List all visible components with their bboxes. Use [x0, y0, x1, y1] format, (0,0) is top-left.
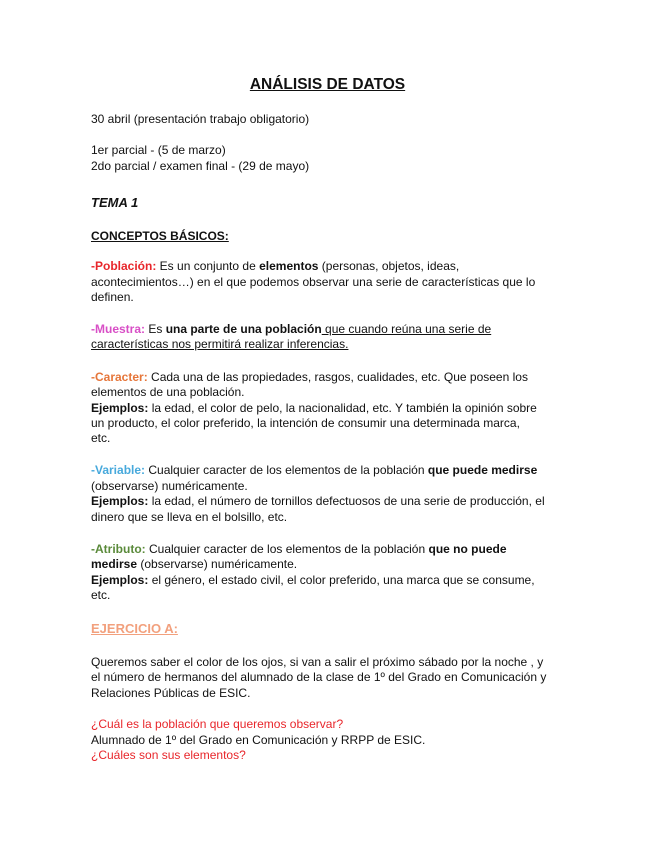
variable-text: Cualquier caracter de los elementos de la población: [145, 463, 428, 477]
document-title: ANÁLISIS DE DATOS: [249, 76, 406, 93]
ejercicio-paragraph-2: el número de hermanos del alumnado de la clase de 1º del Grado en Comunicación y: [91, 670, 547, 684]
caracter-term: -Caracter:: [91, 370, 148, 384]
atributo-term: -Atributo:: [91, 542, 146, 556]
answer-1: Alumnado de 1º del Grado en Comunicación y RRPP de ESIC.: [91, 733, 426, 747]
poblacion-line-2: acontecimientos…) en el que podemos observar una serie de características que lo: [91, 275, 536, 289]
variable-example-1: [91, 494, 571, 510]
muestra-line-1: [91, 322, 571, 338]
poblacion-term: -Población:: [91, 259, 157, 273]
muestra-underline-1: que cuando reúna una serie de: [321, 322, 492, 336]
variable-line-2: (observarse) numéricamente.: [91, 479, 248, 493]
caracter-example-2: un producto, el color preferido, la intención de consumir una determinada marca,: [91, 416, 520, 430]
poblacion-text-2: (personas, objetos, ideas,: [318, 259, 460, 273]
question-2: ¿Cuáles son sus elementos?: [91, 748, 246, 762]
muestra-line-2: características nos permitirá realizar inferencias.: [91, 337, 349, 351]
variable-line-1: [91, 463, 571, 479]
presentation-date: 30 abril (presentación trabajo obligatorio): [91, 112, 310, 126]
poblacion-line-3: definen.: [91, 290, 134, 304]
caracter-example-1: [91, 401, 571, 417]
atributo-example-label: Ejemplos:: [91, 573, 149, 587]
atributo-example-2: etc.: [91, 588, 111, 602]
muestra-text: Es: [145, 322, 166, 336]
conceptos-heading: CONCEPTOS BÁSICOS:: [91, 229, 229, 243]
atributo-bold: que no puede: [428, 542, 507, 556]
variable-term: -Variable:: [91, 463, 146, 477]
variable-example-text: la edad, el número de tornillos defectuosos de una serie de producción, el: [148, 494, 545, 508]
atributo-line-1: [91, 542, 571, 558]
caracter-example-3: etc.: [91, 431, 111, 445]
variable-bold: que puede medirse: [427, 463, 538, 477]
variable-example-2: dinero que se lleva en el bolsillo, etc.: [91, 510, 288, 524]
atributo-text-2: (observarse) numéricamente.: [137, 557, 298, 571]
atributo-bold-2: medirse: [91, 557, 138, 571]
parcial-1-date: 1er parcial - (5 de marzo): [91, 143, 226, 157]
muestra-bold: una parte de una población: [165, 322, 322, 336]
ejercicio-paragraph-3: Relaciones Públicas de ESIC.: [91, 686, 251, 700]
ejercicio-heading: EJERCICIO A:: [91, 621, 178, 636]
tema-heading: TEMA 1: [91, 195, 139, 210]
caracter-line-1: [91, 370, 571, 386]
poblacion-line-1: [91, 259, 571, 275]
muestra-term: -Muestra:: [91, 322, 146, 336]
variable-example-label: Ejemplos:: [91, 494, 149, 508]
poblacion-text: Es un conjunto de: [156, 259, 260, 273]
atributo-example-text: el género, el estado civil, el color preferido, una marca que se consume,: [148, 573, 535, 587]
poblacion-bold: elementos: [259, 259, 319, 273]
atributo-line-2: [91, 557, 571, 573]
ejercicio-paragraph-1: Queremos saber el color de los ojos, si van a salir el próximo sábado por la noche , y: [91, 655, 544, 669]
caracter-line-2: elementos de una población.: [91, 385, 245, 399]
parcial-2-date: 2do parcial / examen final - (29 de mayo): [91, 159, 310, 173]
atributo-text: Cualquier caracter de los elementos de la población: [145, 542, 429, 556]
atributo-example-1: [91, 573, 571, 589]
caracter-text: Cada una de las propiedades, rasgos, cualidades, etc. Que poseen los: [147, 370, 528, 384]
caracter-example-text: la edad, el color de pelo, la nacionalidad, etc. Y también la opinión sobre: [148, 401, 537, 415]
caracter-example-label: Ejemplos:: [91, 401, 149, 415]
question-1: ¿Cuál es la población que queremos observar?: [91, 717, 344, 731]
